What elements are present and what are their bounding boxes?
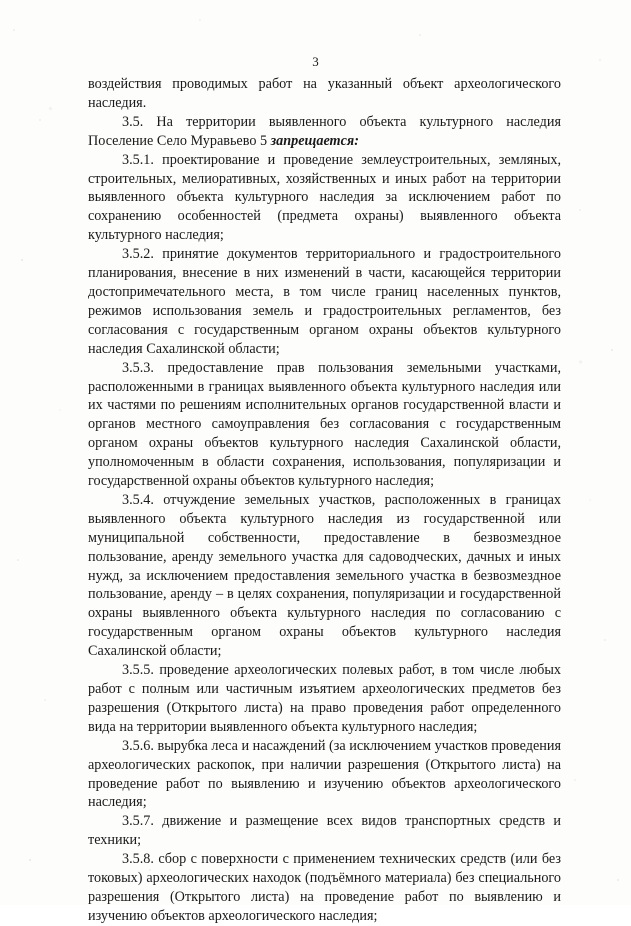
paragraph-3-5-5: 3.5.5. проведение археологических полевых работ, в том числе любых работ с полным или частичным изъятием археологических предметов без разрешения (Открытого листа) на право проведения работ определенного вида на территории выявленного объекта культурного наследия; xyxy=(88,662,561,735)
paragraph-3-5 xyxy=(88,113,561,151)
paragraph-3-5-text: 3.5. На территории выявленного объекта культурного наследия Поселение Село Муравьево 5 xyxy=(88,113,561,149)
paragraph-3-5-4: 3.5.4. отчуждение земельных участков, расположенных в границах выявленного объекта культурного наследия из государственной или муниципальной собственности, предоставление в безвозмездное пользование, аренду земельного участка для садоводческих, дачных и иных нужд, за исключением предоставления земельного участка в безвозмездное пользование, аренду – в целях сохранения, популяризации и государственной охраны выявленного объекта культурного наследия по согласованию с государственным органом охраны объектов культурного наследия Сахалинской области; xyxy=(88,491,561,660)
paragraph-3-5-6: 3.5.6. вырубка леса и насаждений (за исключением участков проведения археологических раскопок, при наличии разрешения (Открытого листа) на проведение работ по выявлению и изучению объектов археологического наследия; xyxy=(88,737,561,811)
paragraph-3-5-8: 3.5.8. сбор с поверхности с применением технических средств (или без токовых) археологических находок (подъёмного материала) без специального разрешения (Открытого листа) на проведение работ по выявлению и изучению объектов археологического наследия; xyxy=(88,851,561,924)
paragraph-3-5-2: 3.5.2. принятие документов территориального и градостроительного планирования, внесение в них изменений в части, касающейся территории достопримечательного места, в том числе границ населенных пунктов, режимов использования земель и градостроительных регламентов, без согласования с государственным органом охраны объектов культурного наследия Сахалинской области; xyxy=(88,246,561,357)
paragraph-3-5-3: 3.5.3. предоставление прав пользования земельными участками, расположенными в границах выявленного объекта культурного наследия или их частями по решениям исполнительных органов государственной власти и органов местного самоуправления без согласования с государственным органом охраны объектов культурного наследия Сахалинской области, уполномоченным в области сохранения, использования, популяризации и государственной охраны объектов культурного наследия; xyxy=(88,359,561,490)
paragraph-3-5-1: 3.5.1. проектирование и проведение землеустроительных, земляных, строительных, мелиоративных, хозяйственных и иных работ на территории выявленного объекта культурного наследия за исключением работ по сохранению особенностей (предмета охраны) выявленного объекта культурного наследия; xyxy=(88,151,561,244)
document-body xyxy=(88,75,561,926)
paragraph-3-5-7: 3.5.7. движение и размещение всех видов транспортных средств и техники; xyxy=(88,813,561,849)
paragraph-continuation: воздействия проводимых работ на указанный объект археологического наследия. xyxy=(88,76,561,111)
page-number: 3 xyxy=(312,54,319,69)
prohibited-heading: запрещается: xyxy=(270,132,359,149)
